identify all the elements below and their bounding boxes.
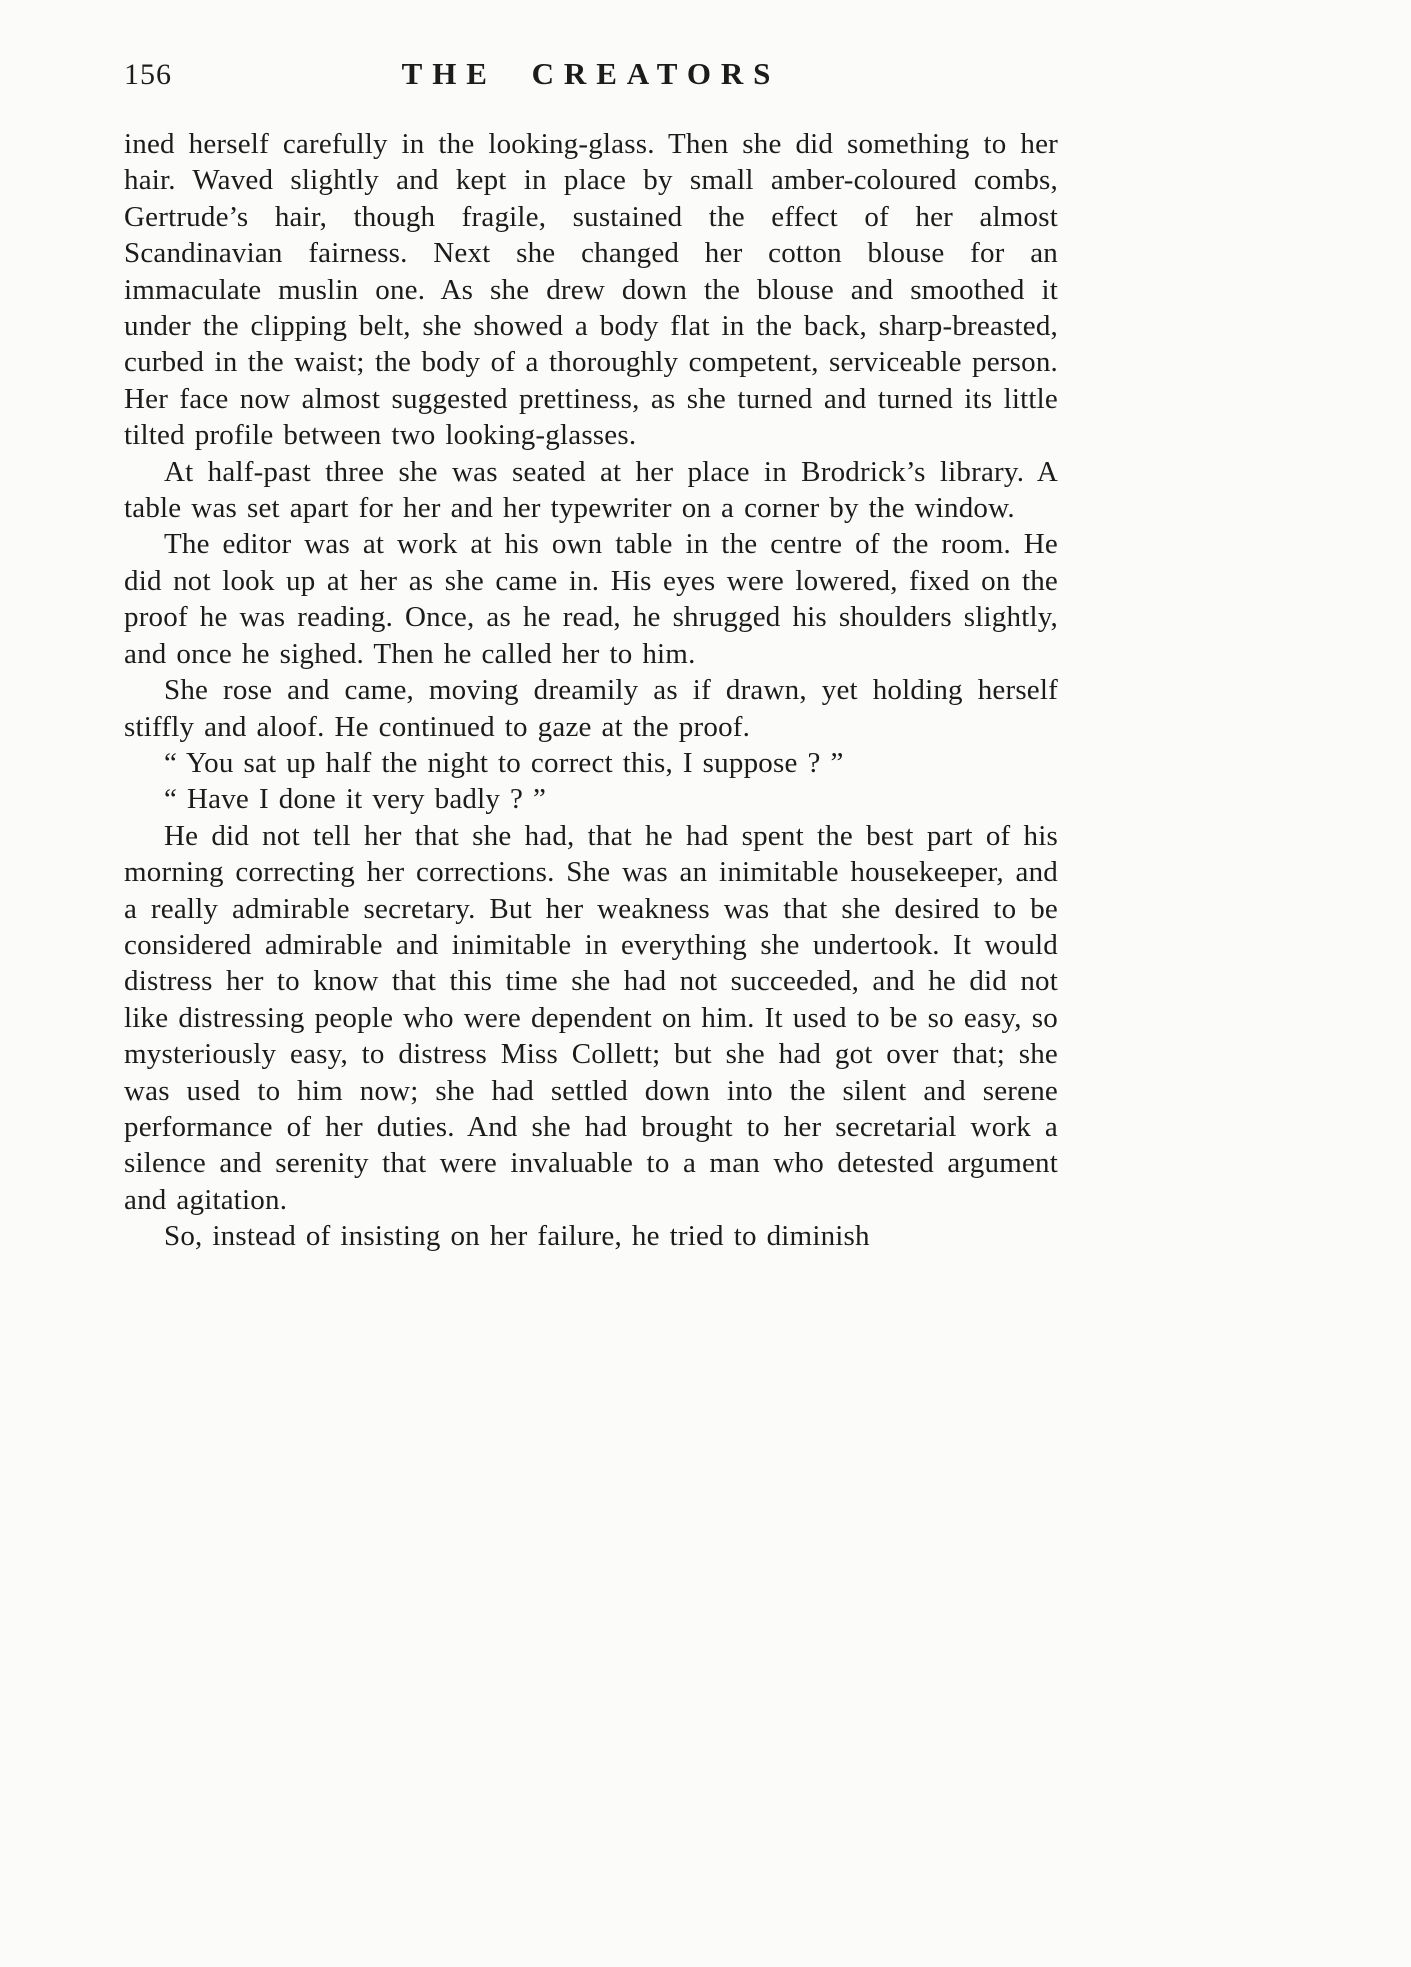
paragraph-dialogue: “ You sat up half the night to correct this, I suppose ? ” (164, 746, 844, 779)
running-head-title: THE CREATORS (401, 56, 781, 91)
paragraph: At half-past three she was seated at her place in Brodrick’s library. A table was set apart for her and her typewriter on a corner by the window. (124, 455, 1058, 525)
paragraph: She rose and came, moving dreamily as if drawn, yet holding herself stiffly and aloof. He continued to gaze at the proof. (124, 674, 1058, 743)
page-content (124, 56, 1058, 1255)
page-number: 156 (124, 58, 172, 91)
paragraph: He did not tell her that she had, that he had spent the best part of his morning correcting her corrections. She was an inimitable housekeeper, and a really admirable secretary. But her weakness was that she desired to be considered admirable and inimitable in everything she undertook. It would distress her to know that this time she had not succeeded, and he did not like distressing people who were dependent on him. It used to be so easy, so mysteriously easy, to distress Miss Collett; but she had got over that; she was used to him now; she had settled down into the silent and serene performance of her duties. And she had brought to her secretarial work a silence and serenity that were invaluable to a man who detested argument and agitation. (124, 819, 1058, 1216)
paragraph: ined herself carefully in the looking-glass. Then she did something to her hair. Waved slightly and kept in place by small amber-coloured combs, Gertrude’s hair, though fragile, sustained the effect of her almost Scandinavian fairness. Next she changed her cotton blouse for an immaculate muslin one. As she drew down the blouse and smoothed it under the clipping belt, she showed a body flat in the back, sharp-breasted, curbed in the waist; the body of a thoroughly competent, serviceable person. Her face now almost suggested prettiness, as she turned and turned its little tilted profile between two looking-glasses. (124, 128, 1058, 452)
paragraph: The editor was at work at his own table in the centre of the room. He did not look up at her as she came in. His eyes were lowered, fixed on the proof he was reading. Once, as he read, he shrugged his shoulders slightly, and once he sighed. Then he called her to him. (124, 528, 1058, 670)
paragraph-dialogue: “ Have I done it very badly ? ” (164, 783, 547, 816)
paragraph: So, instead of insisting on her failure, he tried to diminish (164, 1220, 870, 1253)
page-header (124, 56, 1058, 100)
body-text (124, 126, 1058, 1255)
